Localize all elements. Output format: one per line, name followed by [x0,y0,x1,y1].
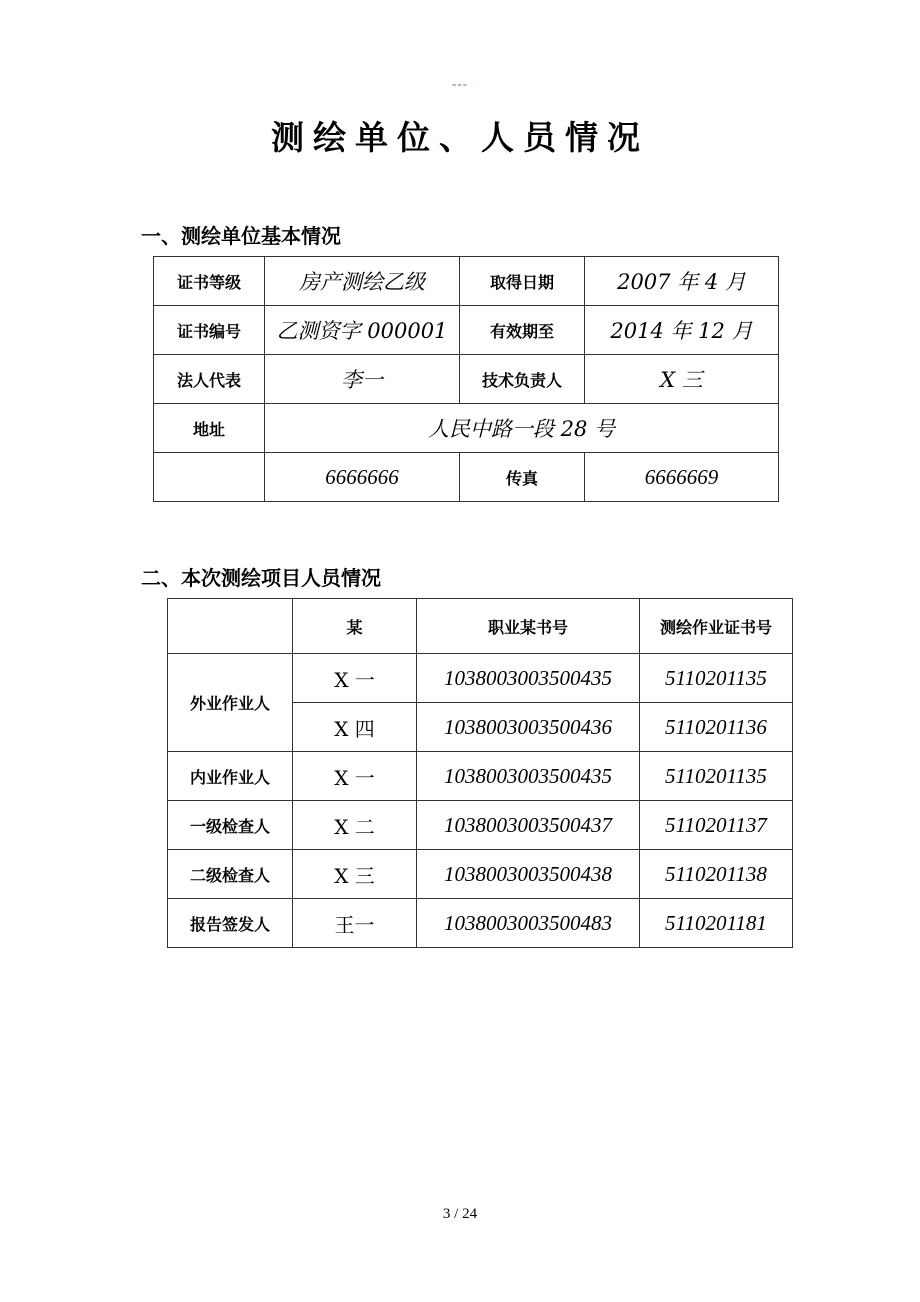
valid-until-label: 有效期至 [460,306,585,355]
role-cell: 一级检查人 [168,801,293,850]
cert-cell: 1038003003500437 [417,801,640,850]
name-cell: 王一 [293,899,417,948]
legal-rep-value: 李一 [265,355,460,404]
header-dash: --- [452,76,468,91]
survey-cell: 5110201137 [640,801,793,850]
role-cell: 二级检查人 [168,850,293,899]
table-row [168,752,793,801]
survey-cell: 5110201136 [640,703,793,752]
table-row [168,850,793,899]
obtain-date-label: 取得日期 [460,257,585,306]
phone-value: 6666666 [265,453,460,502]
page-title: 测绘单位、人员情况 [271,118,649,157]
survey-cell: 5110201181 [640,899,793,948]
table-row [168,801,793,850]
name-cell: X 一 [293,752,417,801]
obtain-date-value: 2007 年 4 月 [585,257,779,306]
column-header-name: 某 [293,599,417,654]
cert-number-value: 乙测资字 000001 [265,306,460,355]
cert-cell: 1038003003500438 [417,850,640,899]
survey-cell: 5110201135 [640,654,793,703]
fax-value: 6666669 [585,453,779,502]
table-row [154,257,779,306]
section-heading-personnel: 二、本次测绘项目人员情况 [141,566,381,590]
name-cell: X 三 [293,850,417,899]
table-row [154,306,779,355]
column-header-cert: 职业某书号 [417,599,640,654]
cert-cell: 1038003003500436 [417,703,640,752]
name-cell: X 四 [293,703,417,752]
valid-until-value: 2014 年 12 月 [585,306,779,355]
page-number: 3 / 24 [442,1206,478,1222]
address-value: 人民中路一段 28 号 [265,404,779,453]
name-cell: X 一 [293,654,417,703]
table-header-row [168,599,793,654]
address-label: 地址 [154,404,265,453]
cert-level-label: 证书等级 [154,257,265,306]
fax-label: 传真 [460,453,585,502]
cert-cell: 1038003003500435 [417,752,640,801]
role-cell: 内业作业人 [168,752,293,801]
column-header-survey: 测绘作业证书号 [640,599,793,654]
tech-lead-value: X 三 [585,355,779,404]
cert-cell: 1038003003500483 [417,899,640,948]
survey-cell: 5110201135 [640,752,793,801]
legal-rep-label: 法人代表 [154,355,265,404]
survey-cell: 5110201138 [640,850,793,899]
table-row [154,355,779,404]
cert-level-value: 房产测绘乙级 [265,257,460,306]
role-cell: 报告签发人 [168,899,293,948]
section-heading-unit: 一、测绘单位基本情况 [141,224,341,248]
table-row [154,404,779,453]
tech-lead-label: 技术负责人 [460,355,585,404]
table-row [154,453,779,502]
personnel-table [167,598,793,948]
cert-number-label: 证书编号 [154,306,265,355]
table-row [168,654,793,703]
column-header-role [168,599,293,654]
phone-label [154,453,265,502]
unit-info-table [153,256,779,502]
role-cell: 外业作业人 [168,654,293,752]
name-cell: X 二 [293,801,417,850]
table-row [168,899,793,948]
cert-cell: 1038003003500435 [417,654,640,703]
